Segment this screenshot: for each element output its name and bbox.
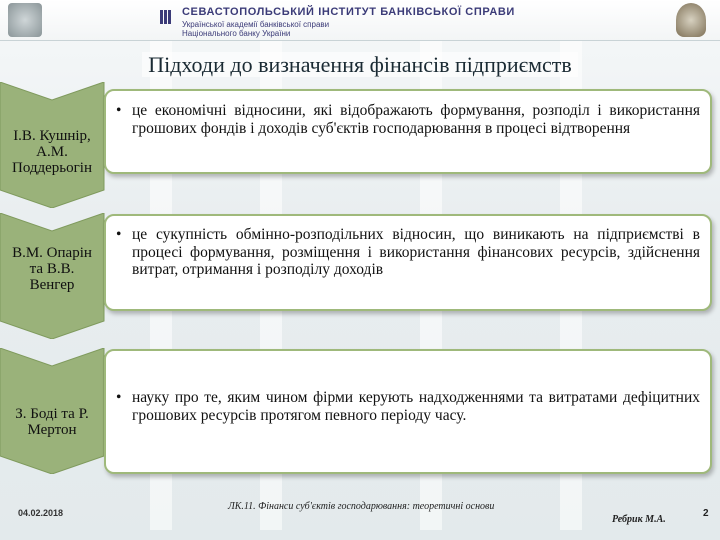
footer-author: Ребрик М.А. bbox=[612, 514, 666, 525]
definition-box bbox=[104, 349, 712, 474]
slide-title-text: Підходи до визначення фінансів підприємств bbox=[142, 52, 578, 77]
footer-date: 04.02.2018 bbox=[18, 508, 64, 518]
institute-name: СЕВАСТОПОЛЬСЬКИЙ ІНСТИТУТ БАНКІВСЬКОЇ СПРАВИ bbox=[182, 6, 515, 18]
definition-text: • науку про те, яким чином фірми керують надходженнями та витратами дефіцитних грошових ресурсів протягом певного періоду часу. bbox=[106, 389, 700, 424]
institute-subtitle-line: Української академії банківської справи bbox=[182, 20, 330, 29]
author-chevron bbox=[0, 82, 108, 208]
slide-header bbox=[0, 0, 720, 41]
definition-text: • це економічні відносини, які відображають формування, розподіл і використання грошових фондів і доходів суб'єктів господарювання в процесі відтворення bbox=[106, 102, 700, 137]
author-label: І.В. Кушнір, А.М. Поддерьогін bbox=[11, 128, 92, 176]
building-emblem-icon bbox=[8, 3, 42, 37]
footer-lecture-title: ЛК.11. Фінанси суб'єктів господарювання: теоретичні основи bbox=[228, 501, 495, 512]
definition-text: • це сукупність обмінно-розподільних відносин, що виникають на підприємстві в процесі формування, розміщення і використання фінансових ресурсів, здійснення витрат, отримання і розподілу доходів bbox=[106, 226, 700, 279]
page-number: 2 bbox=[703, 508, 709, 519]
author-chevron bbox=[0, 213, 108, 339]
author-chevron bbox=[0, 348, 108, 474]
author-label: В.М. Опарін та В.В. Венгер bbox=[12, 245, 92, 293]
institute-subtitle bbox=[182, 20, 329, 38]
definition-box bbox=[104, 214, 712, 311]
author-label: З. Боді та Р. Мертон bbox=[15, 406, 89, 438]
coat-of-arms-icon bbox=[676, 3, 706, 37]
slide-title bbox=[0, 52, 720, 78]
institute-subtitle-line: Національного банку України bbox=[182, 29, 291, 38]
institute-logo-icon bbox=[160, 10, 176, 26]
definition-box bbox=[104, 89, 712, 174]
